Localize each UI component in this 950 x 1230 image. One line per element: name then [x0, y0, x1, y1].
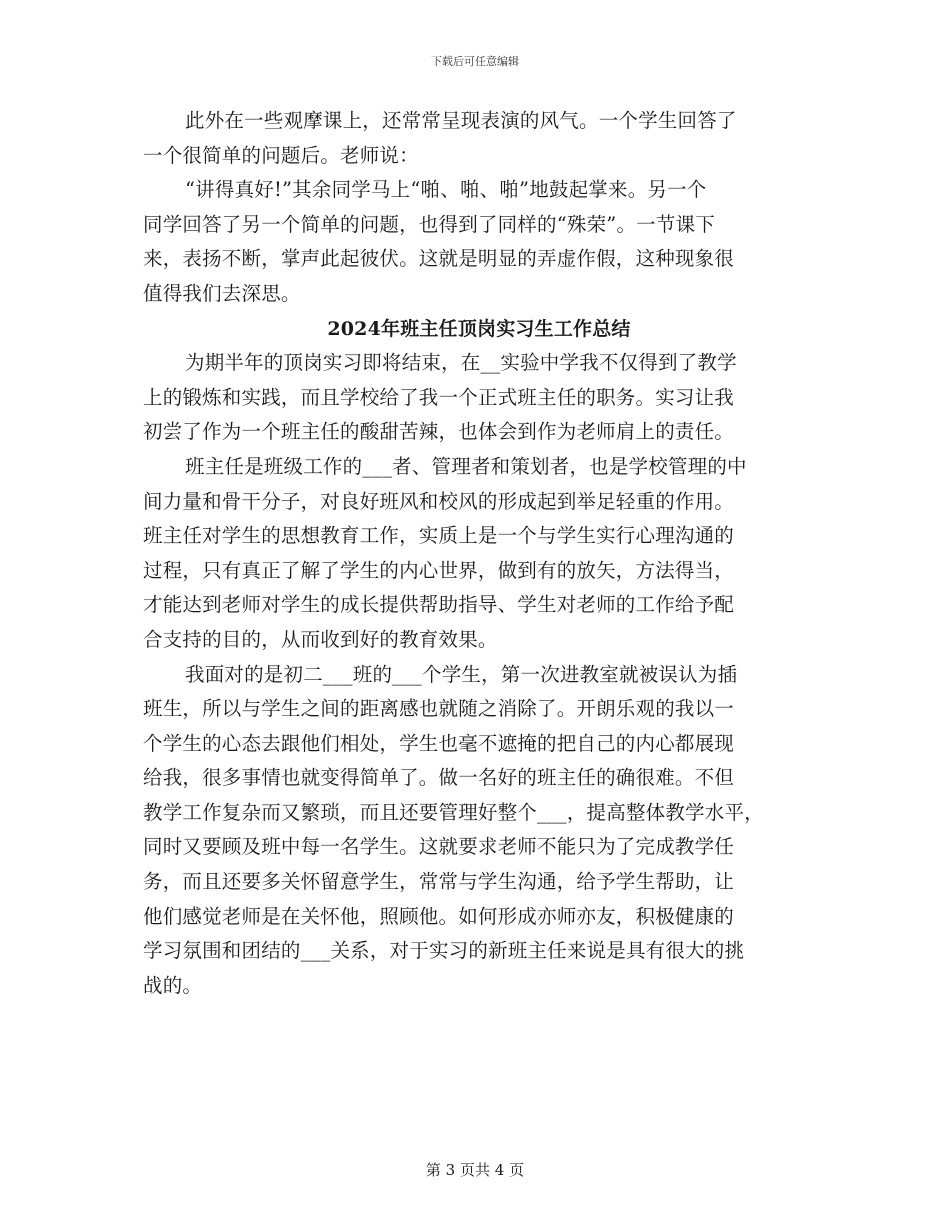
paragraph-line: 为期半年的顶岗实习即将结束，在__实验中学我不仅得到了教学 [185, 351, 737, 375]
page-number: 第 3 页共 4 页 [425, 1161, 525, 1179]
paragraph-line: 间力量和骨干分子，对良好班风和校风的形成起到举足轻重的作用。 [143, 489, 735, 513]
paragraph-line: 来，表扬不断，掌声此起彼伏。这就是明显的弄虚作假，这种现象很 [143, 247, 735, 271]
paragraph-line: 务，而且还要多关怀留意学生，常常与学生沟通，给予学生帮助，让 [143, 870, 735, 894]
paragraph-line: 才能达到老师对学生的成长提供帮助指导、学生对老师的工作给予配 [143, 593, 735, 617]
header-note: 下载后可任意编辑 [431, 55, 519, 68]
paragraph-line: 上的锻炼和实践，而且学校给了我一个正式班主任的职务。实习让我 [143, 385, 735, 409]
paragraph-line: 同时又要顾及班中每一名学生。这就要求老师不能只为了完成教学任 [143, 835, 735, 859]
paragraph-line: 班生，所以与学生之间的距离感也就随之消除了。开朗乐观的我以一 [143, 697, 735, 721]
paragraph-line: 个学生的心态去跟他们相处，学生也毫不遮掩的把自己的内心都展现 [143, 731, 735, 755]
paragraph-line: 他们感觉老师是在关怀他，照顾他。如何形成亦师亦友，积极健康的 [143, 904, 735, 928]
paragraph-line: “讲得真好!”其余同学马上“啪、啪、啪”地鼓起掌来。另一个 [185, 178, 707, 202]
paragraph-line: 班主任对学生的思想教育工作，实质上是一个与学生实行心理沟通的 [143, 524, 735, 548]
paragraph-line: 学习氛围和团结的___关系，对于实习的新班主任来说是具有很大的挑 [143, 939, 745, 963]
paragraph-line: 初尝了作为一个班主任的酸甜苦辣，也体会到作为老师肩上的责任。 [143, 420, 735, 444]
paragraph-line: 合支持的目的，从而收到好的教育效果。 [143, 627, 498, 651]
paragraph-line: 战的。 [143, 973, 203, 997]
paragraph-line: 我面对的是初二___班的___个学生，第一次进教室就被误认为插 [185, 662, 738, 686]
paragraph-line: 过程，只有真正了解了学生的内心世界，做到有的放矢，方法得当， [143, 558, 735, 582]
paragraph-line: 教学工作复杂而又繁琐，而且还要管理好整个___，提高整体教学水平， [143, 800, 764, 824]
paragraph-line: 值得我们去深思。 [143, 281, 301, 305]
paragraph-line: 此外在一些观摩课上，还常常呈现表演的风气。一个学生回答了 [185, 109, 737, 132]
section-heading: 2024年班主任顶岗实习生工作总结 [327, 317, 631, 340]
paragraph-line: 同学回答了另一个简单的问题，也得到了同样的“殊荣”。一节课下 [143, 212, 715, 236]
document-body [143, 104, 815, 1003]
paragraph-line: 一个很简单的问题后。老师说： [143, 143, 419, 167]
paragraph-line: 班主任是班级工作的___者、管理者和策划者，也是学校管理的中 [185, 454, 747, 478]
paragraph-line: 给我，很多事情也就变得简单了。做一名好的班主任的确很难。不但 [143, 766, 735, 790]
